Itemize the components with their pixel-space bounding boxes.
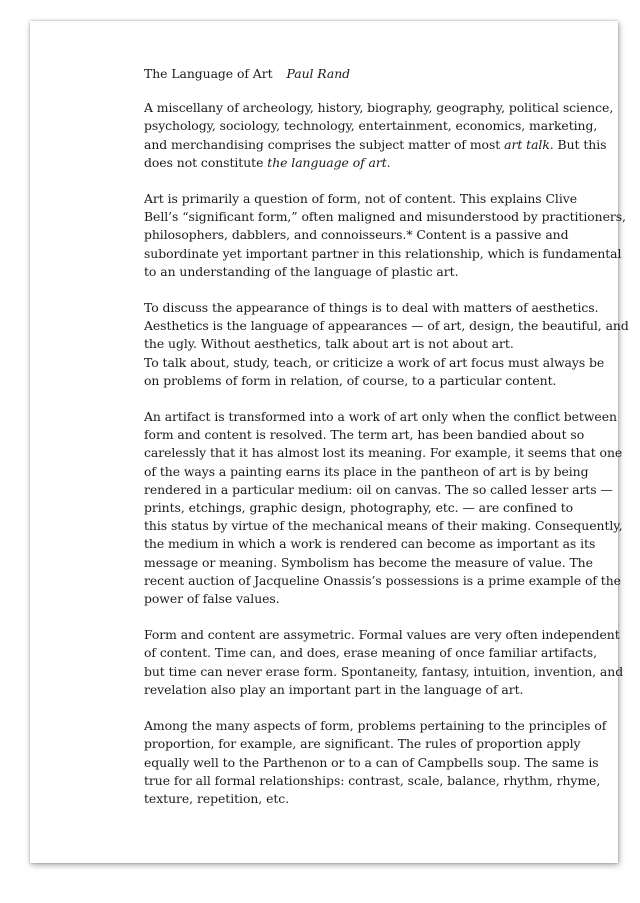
text-line [144,317,629,335]
text-run: does not constitute [144,154,268,170]
text-line [144,626,620,644]
document-heading [144,65,614,83]
text-line [144,499,614,517]
text-run: recent auction of Jacqueline Onassis’s possessions is a prime example of the [144,572,621,588]
text-line [144,226,614,244]
document-title: The Language of Art [144,66,273,81]
text-run: To talk about, study, teach, or criticize a work of art focus must always be [144,354,605,370]
text-line [144,590,614,608]
text-run: An artifact is transformed into a work of art only when the conflict between [144,409,617,425]
text-run: Form and content are assymetric. Formal values are very often independent [144,627,620,643]
italic-text: art talk [504,136,550,152]
document-page [30,21,629,863]
text-line [144,154,614,172]
text-line [144,517,623,535]
text-line [144,535,614,553]
text-run: psychology, sociology, technology, entertainment, economics, marketing, [144,118,598,134]
text-run: message or meaning. Symbolism has become the measure of value. The [144,554,593,570]
text-run: this status by virtue of the mechanical means of their making. Consequently, [144,518,623,534]
text-line [144,663,624,681]
text-line [144,299,614,317]
text-line [144,190,614,208]
text-line [144,735,614,753]
text-line [144,335,614,353]
text-run: to an understanding of the language of plastic art. [144,263,459,279]
text-run: of the ways a painting earns its place in the pantheon of art is by being [144,463,589,479]
text-run: Among the many aspects of form, problems pertaining to the principles of [144,718,607,734]
text-run: subordinate yet important partner in this relationship, which is fundamental [144,245,622,261]
paragraph [144,99,614,172]
text-line [144,372,614,390]
text-line [144,754,614,772]
text-line [144,772,614,790]
text-run: Bell’s “significant form,” often maligned and misunderstood by practitioners, [144,209,626,225]
paragraph [144,626,624,699]
paragraph [144,717,614,808]
text-line [144,481,614,499]
text-run: the ugly. Without aesthetics, talk about art is not about art. [144,336,514,352]
text-run: rendered in a particular medium: oil on canvas. The so called lesser arts — [144,481,613,497]
text-line [144,117,614,135]
text-run: and merchandising comprises the subject matter of most [144,136,505,152]
document-author: Paul Rand [286,66,351,81]
text-run: A miscellany of archeology, history, biography, geography, political science, [144,100,614,116]
text-line [144,644,614,662]
text-run: power of false values. [144,591,280,607]
document-body [144,65,629,826]
text-run: the medium in which a work is rendered can become as important as its [144,536,596,552]
text-run: revelation also play an important part in the language of art. [144,681,524,697]
text-line [144,408,617,426]
text-run: Aesthetics is the language of appearances — of art, design, the beautiful, and [144,318,629,334]
text-run: true for all formal relationships: contrast, scale, balance, rhythm, rhyme, [144,772,601,788]
text-line [144,572,621,590]
text-run: carelessly that it has almost lost its meaning. For example, it seems that one [144,445,623,461]
italic-text: the language of art [267,154,387,170]
text-line [144,426,614,444]
text-run: . But this [549,136,607,152]
text-line [144,463,614,481]
text-run: of content. Time can, and does, erase meaning of once familiar artifacts, [144,645,597,661]
text-run: proportion, for example, are significant. The rules of proportion apply [144,736,581,752]
text-run: Art is primarily a question of form, not of content. This explains Clive [144,191,577,207]
text-line [144,99,614,117]
text-line [144,208,626,226]
text-line [144,790,614,808]
paragraph [144,190,626,281]
text-run: To discuss the appearance of things is to deal with matters of aesthetics. [144,300,599,316]
text-line [144,263,614,281]
text-run: . [386,154,391,170]
text-line [144,354,614,372]
text-run: texture, repetition, etc. [144,790,290,806]
text-line [144,554,614,572]
text-line [144,136,614,154]
text-run: form and content is resolved. The term art, has been bandied about so [144,427,585,443]
text-run: on problems of form in relation, of course, to a particular content. [144,372,557,388]
text-run: equally well to the Parthenon or to a can of Campbells soup. The same is [144,754,599,770]
text-line [144,681,614,699]
text-run: but time can never erase form. Spontaneity, fantasy, intuition, invention, and [144,663,624,679]
paragraph [144,408,623,608]
text-line [144,245,622,263]
text-run: prints, etchings, graphic design, photography, etc. — are confined to [144,500,574,516]
text-run: philosophers, dabblers, and connoisseurs.* Content is a passive and [144,227,569,243]
paragraph-list [144,99,629,808]
paragraph [144,299,629,390]
text-line [144,717,614,735]
text-line [144,444,623,462]
